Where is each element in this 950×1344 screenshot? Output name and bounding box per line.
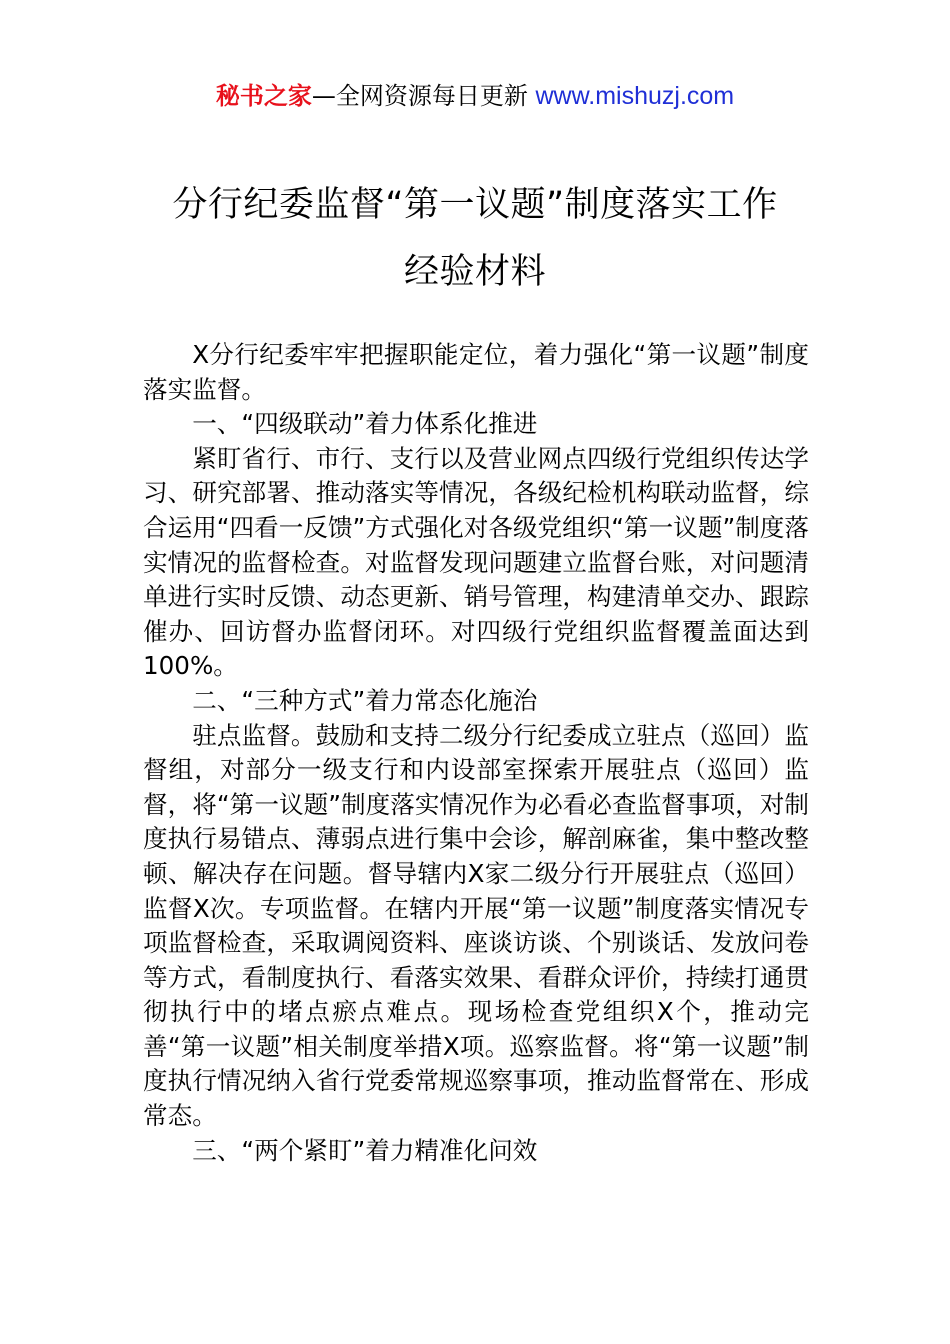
document-title — [0, 172, 950, 306]
document-body — [143, 338, 809, 1168]
section-heading-1: 一、“四级联动”着力体系化推进 — [192, 409, 538, 439]
section-2-paragraph: 驻点监督。鼓励和支持二级分行纪委成立驻点（巡回）监督组，对部分一级支行和内设部室探索开展驻点（巡回）监督，将“第一议题”制度落实情况作为必看必查监督事项，对制度执行易错点、薄弱点进行集中会诊，解剖麻雀，集中整改整顿、解决存在问题。督导辖内X家二级分行开展驻点（巡回）监督X次。专项监督。在辖内开展“第一议题”制度落实情况专项监督检查，采取调阅资料、座谈访谈、个别谈话、发放问卷等方式，看制度执行、看落实效果、看群众评价，持续打通贯彻执行中的堵点瘀点难点。现场检查党组织X个，推动完善“第一议题”相关制度举措X项。巡察监督。将“第一议题”制度执行情况纳入省行党委常规巡察事项，推动监督常在、形成常态。 — [143, 720, 809, 1131]
document-title-line-2: 经验材料 — [403, 252, 546, 292]
site-tagline: —全网资源每日更新 — [311, 82, 528, 110]
site-url-link[interactable]: www.mishuzj.com — [535, 82, 735, 110]
document-title-line-1: 分行纪委监督“第一议题”制度落实工作 — [172, 185, 778, 225]
intro-paragraph: X分行纪委牢牢把握职能定位，着力强化“第一议题”制度落实监督。 — [143, 340, 809, 404]
section-heading-3: 三、“两个紧盯”着力精准化问效 — [192, 1135, 538, 1165]
site-brand: 秘书之家 — [215, 82, 312, 110]
section-heading-2: 二、“三种方式”着力常态化施治 — [192, 685, 538, 715]
section-1-paragraph: 紧盯省行、市行、支行以及营业网点四级行党组织传达学习、研究部署、推动落实等情况，各级纪检机构联动监督，综合运用“四看一反馈”方式强化对各级党组织“第一议题”制度落实情况的监督检查。对监督发现问题建立监督台账，对问题清单进行实时反馈、动态更新、销号管理，构建清单交办、跟踪催办、回访督办监督闭环。对四级行党组织监督覆盖面达到100%。 — [143, 443, 809, 681]
site-header — [0, 80, 950, 112]
